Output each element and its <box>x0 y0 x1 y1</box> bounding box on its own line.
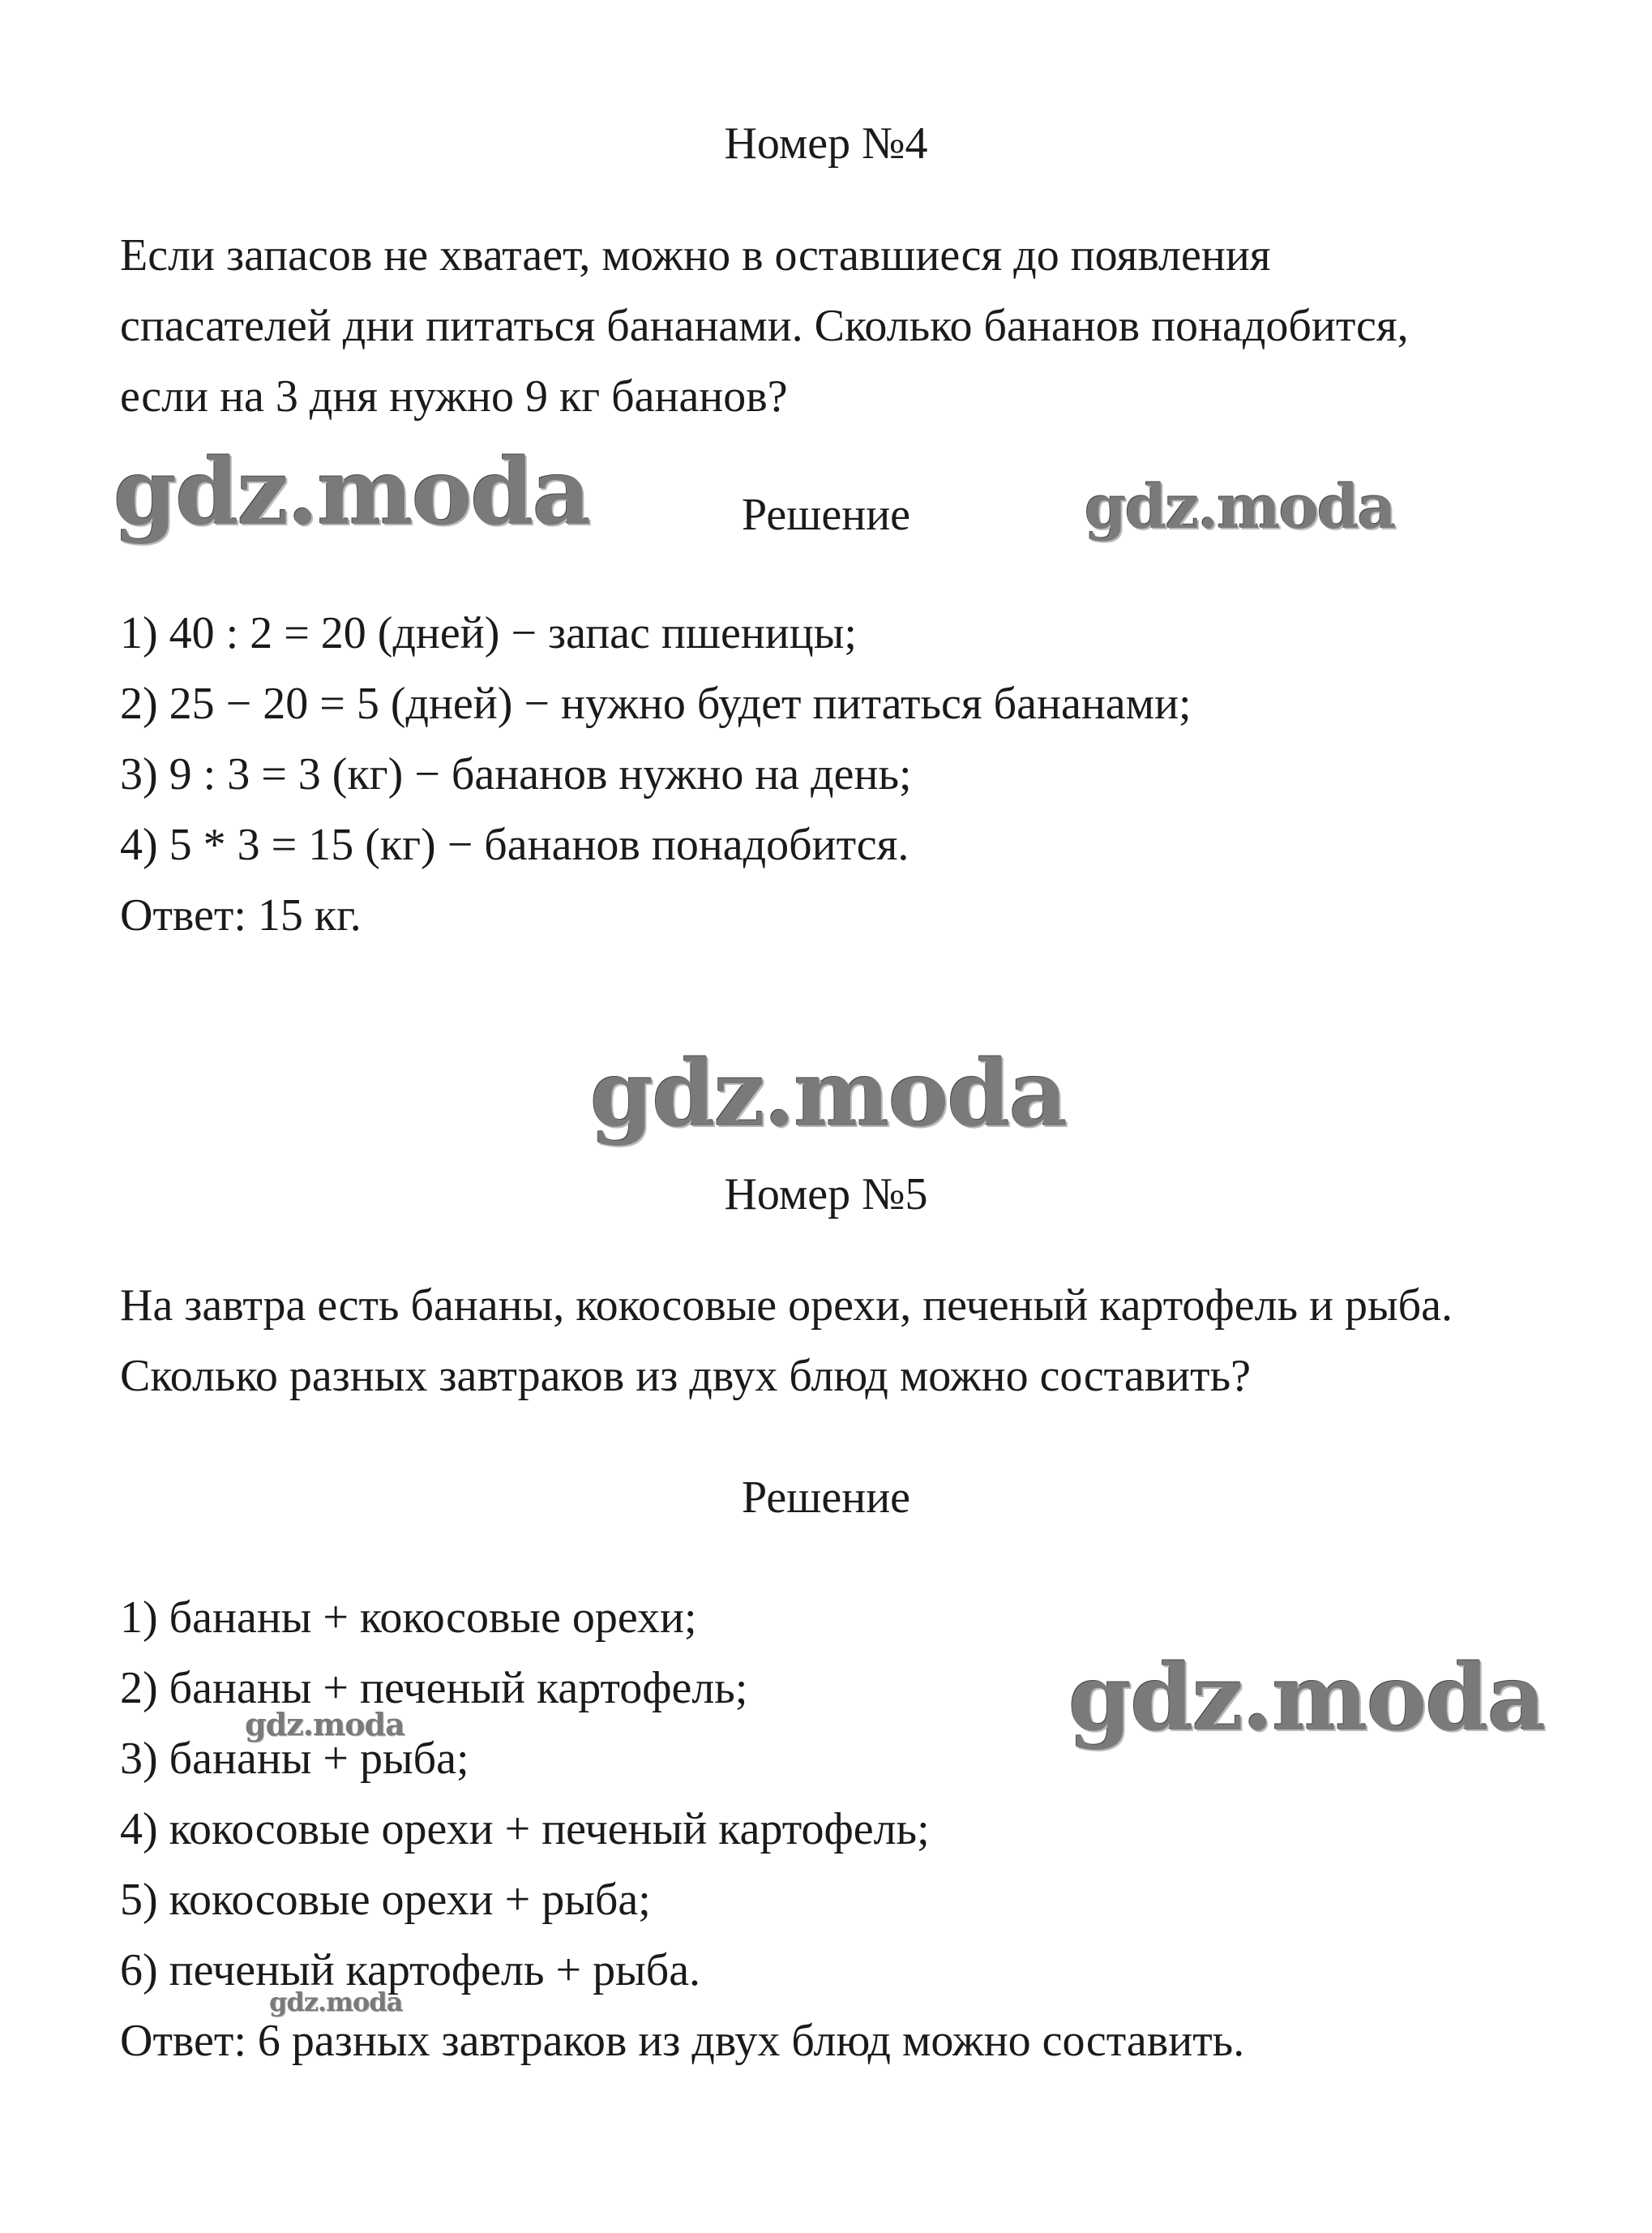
task4-answer: Ответ: 15 кг. <box>120 890 362 941</box>
task4-step-2: 2) 25 − 20 = 5 (дней) − нужно будет питаться бананами; <box>120 679 1192 729</box>
task4-step-4: 4) 5 * 3 = 15 (кг) − бананов понадобится. <box>120 820 909 870</box>
task5-step-2: 2) бананы + печеный картофель; <box>120 1663 748 1713</box>
watermark-logo: gdz.moda <box>1085 473 1395 542</box>
task4-step-3: 3) 9 : 3 = 3 (кг) − бананов нужно на день; <box>120 749 912 799</box>
watermark-logo: gdz.moda <box>269 1987 403 2017</box>
watermark-logo: gdz.moda <box>590 1041 1067 1147</box>
task5-question-line-1: На завтра есть бананы, кокосовые орехи, печеный картофель и рыба. <box>120 1280 1453 1331</box>
task5-heading: Номер №5 <box>724 1169 928 1219</box>
task5-step-1: 1) бананы + кокосовые орехи; <box>120 1592 697 1643</box>
task5-solution-label: Решение <box>741 1472 911 1523</box>
task5-answer: Ответ: 6 разных завтраков из двух блюд можно составить. <box>120 2016 1245 2066</box>
task5-question-line-2: Сколько разных завтраков из двух блюд можно составить? <box>120 1351 1251 1401</box>
task5-step-5: 5) кокосовые орехи + рыба; <box>120 1875 651 1925</box>
watermark-logo: gdz.moda <box>245 1706 404 1742</box>
task4-step-1: 1) 40 : 2 = 20 (дней) − запас пшеницы; <box>120 608 857 658</box>
task4-heading: Номер №4 <box>724 118 928 169</box>
task4-solution-label: Решение <box>741 490 911 540</box>
task5-step-3: 3) бананы + рыба; <box>120 1734 469 1784</box>
task4-question-line-2: спасателей дни питаться бананами. Сколько бананов понадобится, <box>120 301 1409 351</box>
watermark-logo: gdz.moda <box>113 439 590 546</box>
task5-step-6: 6) печеный картофель + рыба. <box>120 1945 701 1995</box>
task5-step-4: 4) кокосовые орехи + печеный картофель; <box>120 1804 930 1854</box>
task4-question-line-1: Если запасов не хватает, можно в оставшиеся до появления <box>120 230 1271 281</box>
task4-question-line-3: если на 3 дня нужно 9 кг бананов? <box>120 371 788 422</box>
watermark-logo: gdz.moda <box>1068 1645 1545 1751</box>
